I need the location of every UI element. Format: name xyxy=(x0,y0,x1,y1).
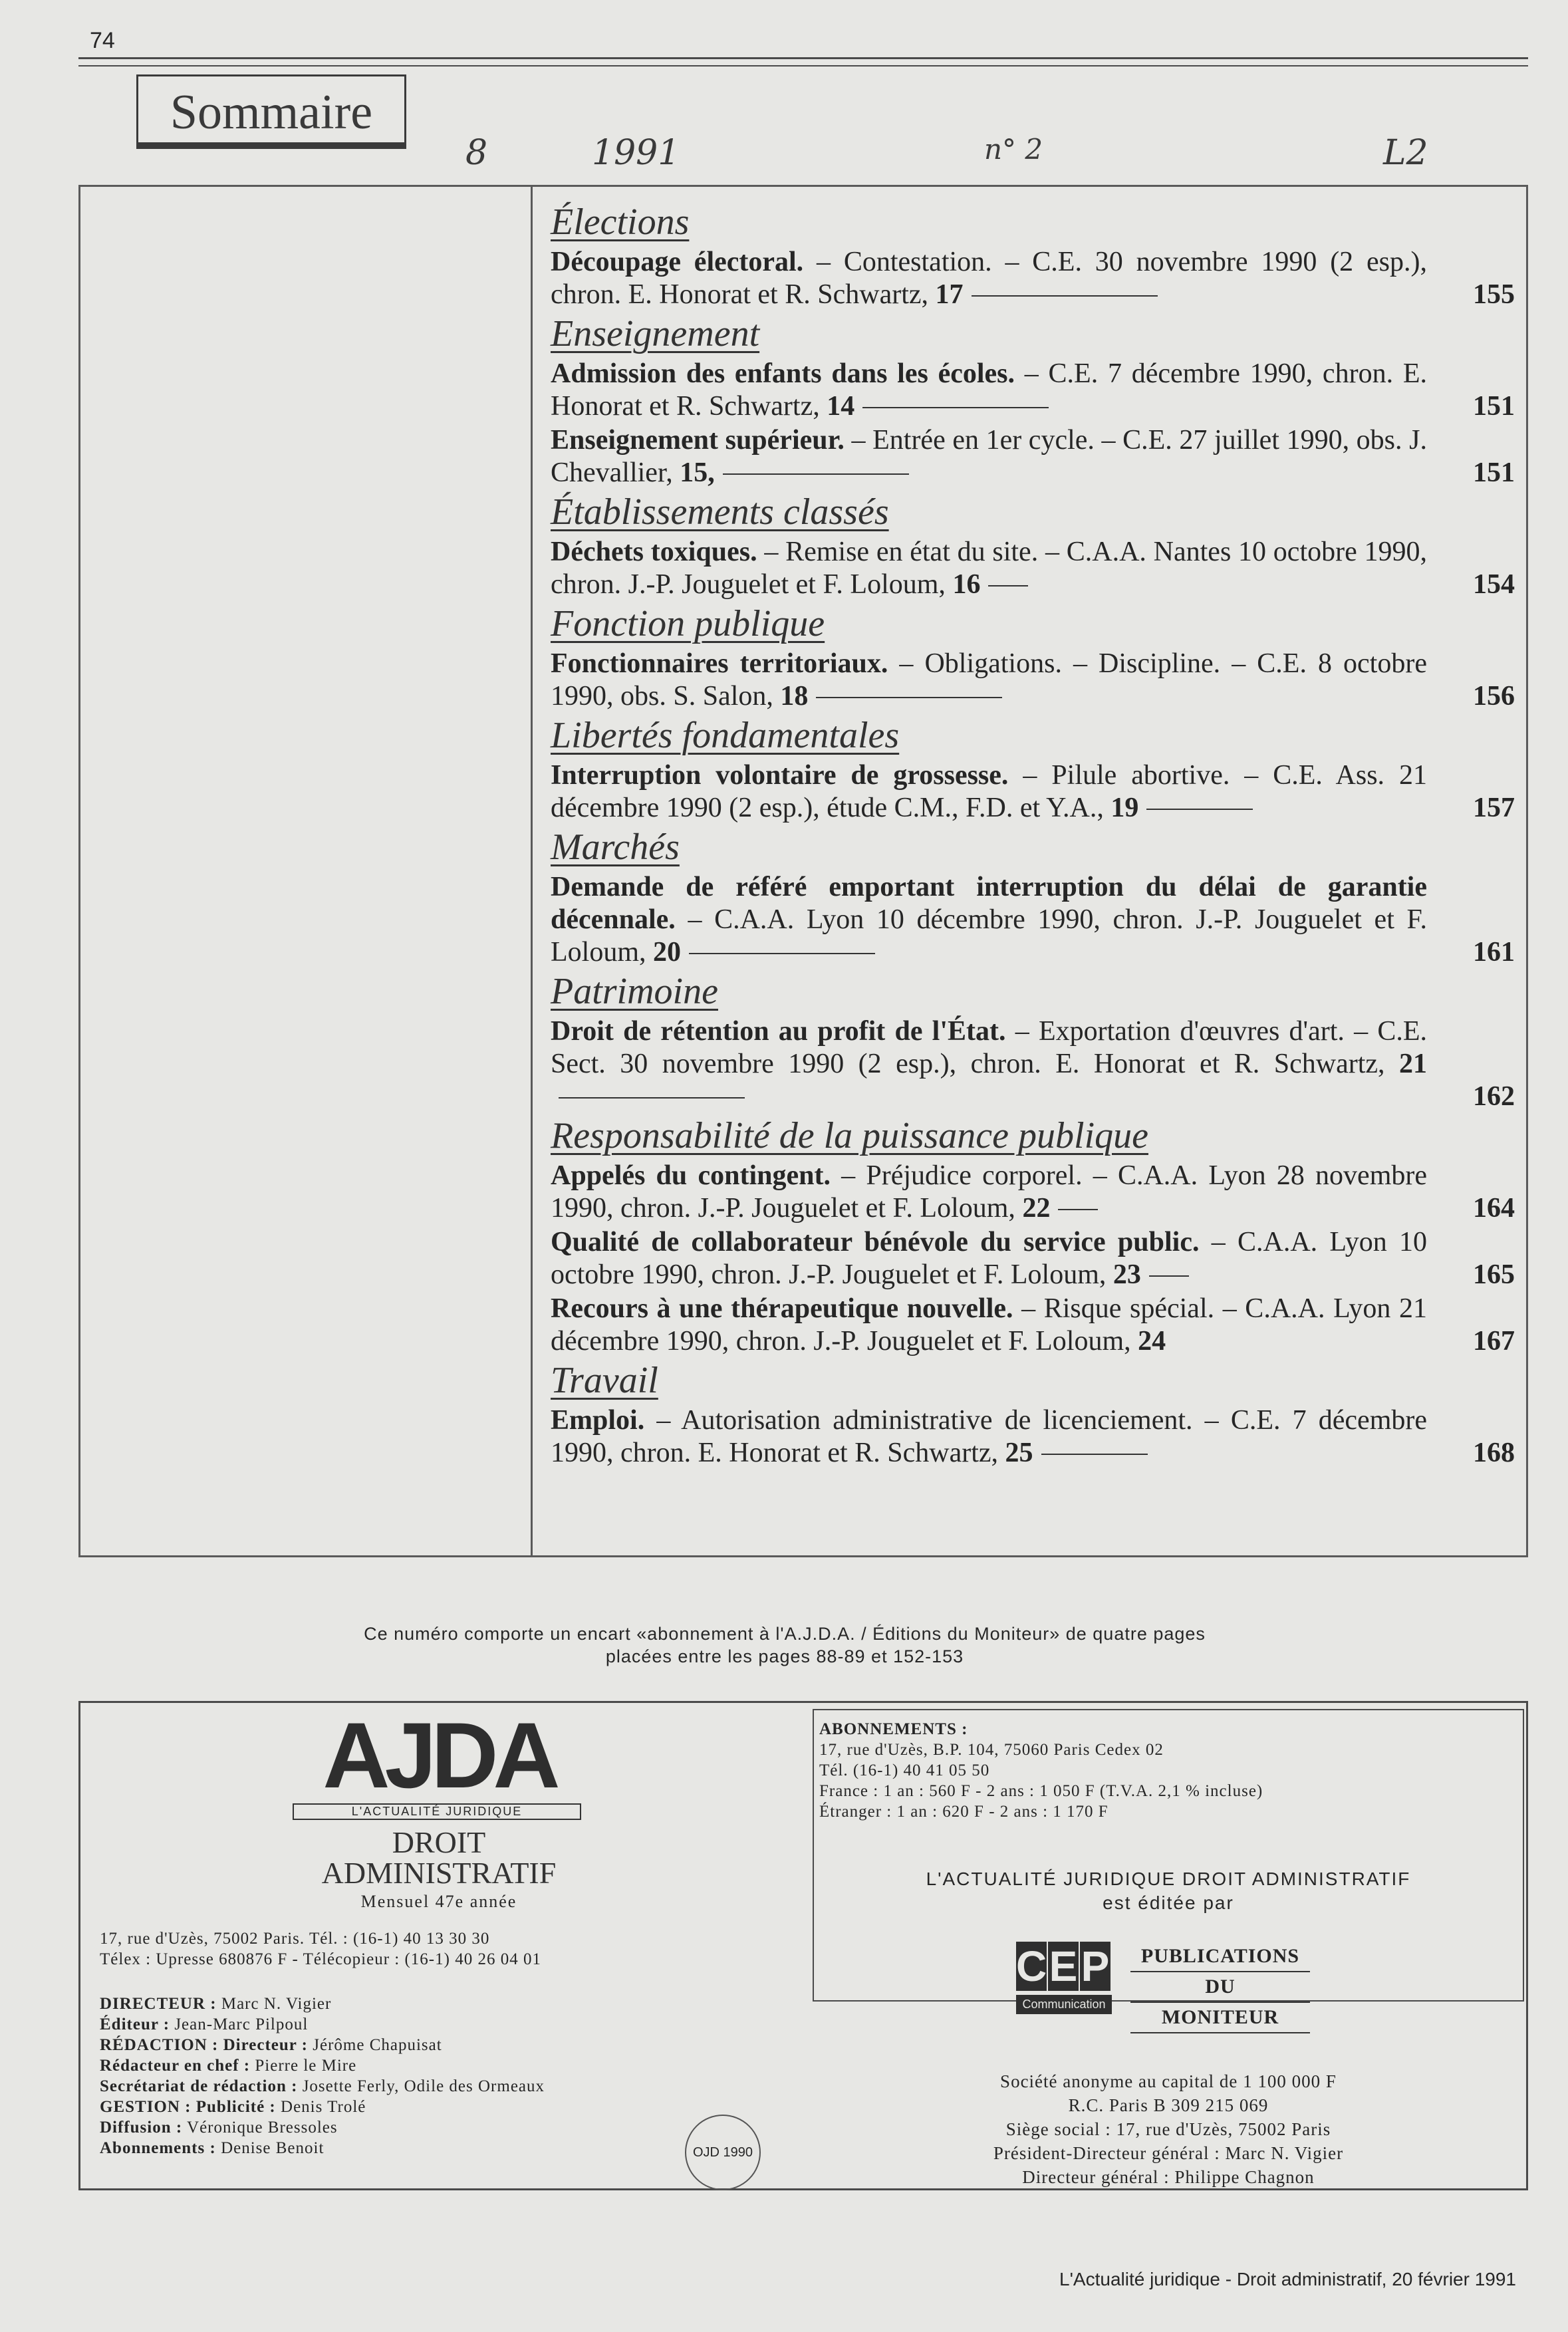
entry-title: Admission des enfants dans les écoles. xyxy=(551,358,1015,389)
company-line: Directeur général : Philippe Chagnon xyxy=(1022,2167,1315,2187)
subscriptions-france: France : 1 an : 560 F - 2 ans : 1 050 F (T.V.A. 2,1 % incluse) xyxy=(819,1782,1263,1800)
entry-page: 151 xyxy=(1473,391,1515,422)
entry-title: Appelés du contingent. xyxy=(551,1160,831,1191)
entry-ref: 20 xyxy=(653,937,681,968)
entry-ref: 16 xyxy=(952,569,981,600)
handwritten-note-2: 1991 xyxy=(592,133,680,173)
page-footer: L'Actualité juridique - Droit administratif, 20 février 1991 xyxy=(1059,2269,1516,2289)
toc-entry[interactable] xyxy=(551,1015,1515,1113)
entry-text: – Contestation. – C.E. 30 novembre 1990 (2 esp.), chron. E. Honorat et R. Schwartz, xyxy=(551,247,1427,310)
handwritten-note-3: n° 2 xyxy=(984,133,1043,166)
toc-entry[interactable] xyxy=(551,1160,1515,1225)
toc-entry[interactable] xyxy=(551,1226,1515,1291)
staff-row xyxy=(100,2055,798,2076)
leader-line xyxy=(1041,1454,1148,1455)
entry-ref: 17 xyxy=(935,279,964,310)
section-title: Établissements classés xyxy=(551,491,889,533)
entry-title: Emploi. xyxy=(551,1405,645,1436)
address-line: 17, rue d'Uzès, 75002 Paris. Tél. : (16-1) 40 13 30 30 xyxy=(100,1930,490,1948)
section-title: Libertés fondamentales xyxy=(551,715,900,756)
table-of-contents xyxy=(551,199,1515,1471)
toc-entry[interactable] xyxy=(551,1404,1515,1470)
publisher-name xyxy=(1130,1942,1310,2033)
entry-ref: 14 xyxy=(827,391,855,422)
handwritten-note-1: 8 xyxy=(465,133,488,173)
entry-ref: 19 xyxy=(1111,793,1139,823)
staff-role: GESTION : Publicité : xyxy=(100,2098,276,2116)
toc-entry[interactable] xyxy=(551,648,1515,713)
leader-line xyxy=(1149,1275,1189,1277)
company-line: Président-Directeur général : Marc N. Vigier xyxy=(993,2143,1344,2163)
entry-title: Recours à une thérapeutique nouvelle. xyxy=(551,1293,1013,1324)
staff-row xyxy=(100,2076,798,2097)
staff-role: Abonnements : xyxy=(100,2139,216,2157)
leader-line xyxy=(1058,1209,1098,1210)
staff-row xyxy=(100,2035,798,2055)
staff-role: DIRECTEUR : xyxy=(100,1995,217,2013)
toc-entry[interactable] xyxy=(551,759,1515,825)
ojd-seal-icon: OJD 1990 xyxy=(685,2115,761,2190)
toc-entry[interactable] xyxy=(551,1293,1515,1358)
publisher-name-line: MONITEUR xyxy=(1130,2003,1310,2033)
heading-underline xyxy=(136,142,406,149)
staff-name: Jean-Marc Pilpoul xyxy=(174,2015,309,2033)
toc-entry[interactable] xyxy=(551,246,1515,311)
frequency: Mensuel 47e année xyxy=(360,1892,517,1911)
masthead-address xyxy=(100,1928,765,1970)
section-title: Marchés xyxy=(551,827,680,868)
staff-name: Denis Trolé xyxy=(281,2098,366,2116)
cep-logo xyxy=(1016,1942,1116,2035)
staff-role: Rédacteur en chef : xyxy=(100,2057,251,2075)
toc-divider xyxy=(531,185,533,1557)
handwritten-note-4: L2 xyxy=(1383,133,1428,173)
top-rule-2 xyxy=(78,65,1528,66)
entry-text: – C.A.A. Lyon 10 décembre 1990, chron. J.-P. Jouguelet et F. Loloum, xyxy=(551,904,1427,968)
entry-ref: 18 xyxy=(780,681,809,712)
entry-page: 168 xyxy=(1473,1438,1515,1468)
entry-page: 161 xyxy=(1473,937,1515,968)
entry-text: – C.A.A. Lyon 10 octobre 1990, chron. J.-P. Jouguelet et F. Loloum, xyxy=(551,1227,1428,1290)
entry-page: 167 xyxy=(1473,1326,1515,1357)
journal-title-line-1: DROIT xyxy=(392,1825,486,1859)
entry-ref: 21 xyxy=(1399,1049,1427,1079)
toc-entry[interactable] xyxy=(551,871,1515,969)
publisher-name-line: PUBLICATIONS xyxy=(1130,1942,1310,1972)
entry-page: 156 xyxy=(1473,681,1515,712)
entry-title: Qualité de collaborateur bénévole du service public. xyxy=(551,1227,1200,1257)
staff-row xyxy=(100,2014,798,2035)
insert-note-line-2: placées entre les pages 88-89 et 152-153 xyxy=(605,1646,964,1666)
entry-title: Fonctionnaires territoriaux. xyxy=(551,648,888,679)
entry-title: Découpage électoral. xyxy=(551,247,804,277)
leader-line xyxy=(1146,809,1253,810)
journal-title xyxy=(273,1827,605,1888)
top-rule xyxy=(78,57,1528,59)
insert-note xyxy=(199,1622,1370,1668)
publisher-note xyxy=(813,1867,1524,1915)
subscriptions-title: ABONNEMENTS : xyxy=(819,1720,968,1738)
toc-entry[interactable] xyxy=(551,536,1515,601)
ajda-logo: AJDA xyxy=(323,1703,555,1807)
leader-line xyxy=(988,585,1028,586)
section-title: Élections xyxy=(551,201,690,243)
cep-letter: C xyxy=(1016,1942,1047,1990)
entry-page: 151 xyxy=(1473,457,1515,488)
publisher-note-line-1: L'ACTUALITÉ JURIDIQUE DROIT ADMINISTRATIF xyxy=(926,1869,1411,1889)
entry-text: – Autorisation administrative de licenciement. – C.E. 7 décembre 1990, chron. E. Honorat et R. Schwartz, xyxy=(551,1405,1427,1468)
staff-role: Secrétariat de rédaction : xyxy=(100,2077,298,2095)
entry-title: Déchets toxiques. xyxy=(551,537,757,567)
staff-row xyxy=(100,2097,798,2117)
entry-title: Enseignement supérieur. xyxy=(551,425,845,455)
entry-page: 154 xyxy=(1473,569,1515,600)
staff-role: RÉDACTION : Directeur : xyxy=(100,2036,309,2054)
entry-ref: 22 xyxy=(1022,1193,1051,1224)
company-line: Siège social : 17, rue d'Uzès, 75002 Paris xyxy=(1005,2119,1331,2139)
leader-line xyxy=(689,953,875,954)
section-title: Fonction publique xyxy=(551,603,825,644)
subscriptions-address: 17, rue d'Uzès, B.P. 104, 75060 Paris Cedex 02 xyxy=(819,1741,1164,1759)
ajda-tagline: L'ACTUALITÉ JURIDIQUE xyxy=(293,1803,581,1820)
publisher-note-line-2: est éditée par xyxy=(1103,1892,1234,1913)
entry-text: – Entrée en 1er cycle. – C.E. 27 juillet 1990, obs. J. Chevallier, xyxy=(551,425,1427,488)
company-line: Société anonyme au capital de 1 100 000 F xyxy=(1000,2071,1337,2091)
entry-text: – C.E. 7 décembre 1990, chron. E. Honorat et R. Schwartz, xyxy=(551,358,1427,422)
page-number: 74 xyxy=(90,28,115,53)
entry-ref: 15, xyxy=(680,457,715,488)
company-info xyxy=(813,2069,1524,2189)
subscriptions xyxy=(819,1719,1517,1822)
cep-letter: P xyxy=(1081,1942,1110,1990)
section-title: Travail xyxy=(551,1360,658,1401)
entry-ref: 23 xyxy=(1112,1259,1141,1290)
leader-line xyxy=(862,407,1049,408)
section-title: Responsabilité de la puissance publique xyxy=(551,1115,1148,1156)
insert-note-line-1: Ce numéro comporte un encart «abonnement à l'A.J.D.A. / Éditions du Moniteur» de quatre pages xyxy=(364,1624,1206,1644)
staff-role: Éditeur : xyxy=(100,2015,170,2033)
entry-text: – Risque spécial. – C.A.A. Lyon 21 décembre 1990, chron. J.-P. Jouguelet et F. Loloum, xyxy=(551,1293,1428,1357)
leader-line xyxy=(559,1097,745,1099)
entry-title: Droit de rétention au profit de l'État. xyxy=(551,1016,1006,1047)
entry-ref: 25 xyxy=(1005,1438,1033,1468)
staff-name: Marc N. Vigier xyxy=(221,1995,332,2013)
staff-name: Pierre le Mire xyxy=(255,2057,357,2075)
entry-ref: 24 xyxy=(1138,1326,1166,1357)
subscriptions-phone: Tél. (16-1) 40 41 05 50 xyxy=(819,1761,990,1779)
leader-line xyxy=(816,697,1002,698)
entry-text: – Remise en état du site. – C.A.A. Nantes 10 octobre 1990, chron. J.-P. Jouguelet et F. Loloum, xyxy=(551,537,1428,600)
entry-page: 157 xyxy=(1473,793,1515,823)
staff-role: Diffusion : xyxy=(100,2119,183,2137)
toc-entry[interactable] xyxy=(551,358,1515,423)
section-title: Enseignement xyxy=(551,313,760,354)
staff-name: Denise Benoit xyxy=(221,2139,325,2157)
publisher-name-line: DU xyxy=(1130,1972,1310,2003)
leader-line xyxy=(972,295,1158,297)
entry-title: Interruption volontaire de grossesse. xyxy=(551,760,1009,791)
cep-letter: E xyxy=(1049,1942,1078,1990)
staff-name: Jérôme Chapuisat xyxy=(313,2036,442,2054)
staff-name: Véronique Bressoles xyxy=(187,2119,338,2137)
section-title: Patrimoine xyxy=(551,971,718,1012)
subscriptions-abroad: Étranger : 1 an : 620 F - 2 ans : 1 170 F xyxy=(819,1803,1109,1821)
entry-page: 164 xyxy=(1473,1193,1515,1224)
cep-subtitle: Communication xyxy=(1016,1995,1112,2014)
entry-text: – Obligations. – Discipline. – C.E. 8 octobre 1990, obs. S. Salon, xyxy=(551,648,1427,712)
journal-title-line-2: ADMINISTRATIF xyxy=(321,1856,557,1890)
toc-entry[interactable] xyxy=(551,424,1515,489)
entry-title: Demande de référé emportant interruption du délai de garantie décennale. xyxy=(551,872,1427,935)
sommaire-heading: Sommaire xyxy=(136,74,406,148)
staff-row xyxy=(100,1994,798,2014)
telex-line: Télex : Upresse 680876 F - Télécopieur : (16-1) 40 26 04 01 xyxy=(100,1950,541,1968)
entry-page: 165 xyxy=(1473,1259,1515,1290)
leader-line xyxy=(723,473,909,475)
staff-name: Josette Ferly, Odile des Ormeaux xyxy=(302,2077,545,2095)
entry-text: – Préjudice corporel. – C.A.A. Lyon 28 novembre 1990, chron. J.-P. Jouguelet et F. Loloum, xyxy=(551,1160,1427,1224)
entry-text: – Pilule abortive. – C.E. Ass. 21 décembre 1990 (2 esp.), étude C.M., F.D. et Y.A., xyxy=(551,760,1427,823)
entry-page: 162 xyxy=(1473,1081,1515,1112)
company-line: R.C. Paris B 309 215 069 xyxy=(1068,2095,1269,2115)
entry-page: 155 xyxy=(1473,279,1515,310)
entry-text: – Exportation d'œuvres d'art. – C.E. Sect. 30 novembre 1990 (2 esp.), chron. E. Honorat et R. Schwartz, xyxy=(551,1016,1427,1079)
